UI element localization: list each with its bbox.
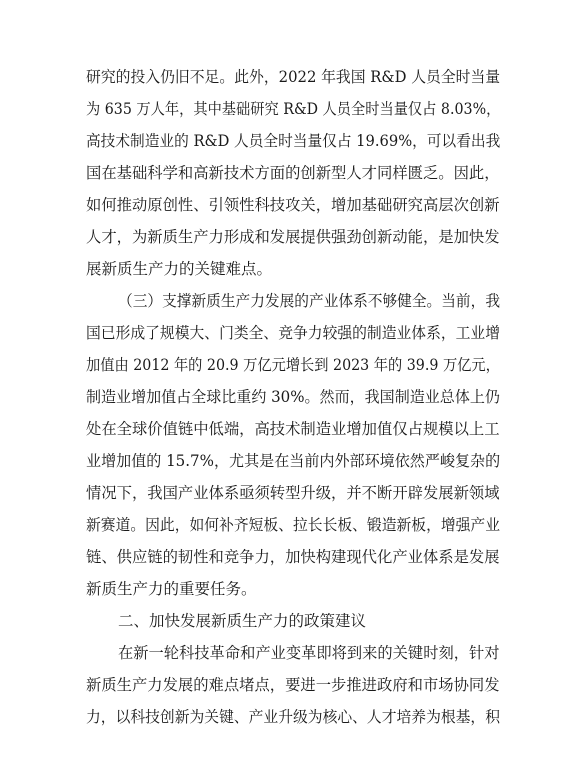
text-line: 制造业增加值占全球比重约 30%。然而，我国制造业总体上仍 (86, 388, 500, 406)
section-heading: 二、加快发展新质生产力的政策建议 (118, 612, 367, 630)
text-line: 高技术制造业的 R&D 人员全时当量仅占 19.69%，可以看出我 (86, 132, 501, 150)
text-line: 如何推动原创性、引领性科技攻关，增加基础研究高层次创新 (86, 196, 500, 214)
text-line: 新赛道。因此，如何补齐短板、拉长长板、锻造新板，增强产业 (86, 516, 501, 534)
text-line: 研究的投入仍旧不足。此外，2022 年我国 R&D 人员全时当量 (86, 68, 501, 86)
text-line: 新质生产力发展的难点堵点，要进一步推进政府和市场协同发 (86, 676, 500, 694)
text-line: 国在基础科学和高新技术方面的创新型人才同样匮乏。因此， (86, 164, 500, 182)
text-line: 处在全球价值链中低端，高技术制造业增加值仅占规模以上工 (86, 420, 500, 438)
text-line: 新质生产力的重要任务。 (86, 580, 257, 598)
text-line: 业增加值的 15.7%，尤其是在当前内外部环境依然严峻复杂的 (86, 452, 501, 470)
text-line: 加值由 2012 年的 20.9 万亿元增长到 2023 年的 39.9 万亿元， (86, 356, 500, 374)
text-line: 力，以科技创新为关键、产业升级为核心、人才培养为根基，积 (86, 708, 501, 726)
text-line: 为 635 万人年，其中基础研究 R&D 人员全时当量仅占 8.03%， (86, 100, 501, 118)
text-line: （三）支撑新质生产力发展的产业体系不够健全。当前，我 (118, 292, 501, 310)
text-line: 展新质生产力的关键难点。 (86, 260, 273, 278)
text-line: 人才，为新质生产力形成和发展提供强劲创新动能，是加快发 (86, 228, 500, 246)
text-line: 链、供应链的韧性和竞争力，加快构建现代化产业体系是发展 (86, 548, 500, 566)
text-line: 在新一轮科技革命和产业变革即将到来的关键时刻，针对 (118, 644, 500, 662)
text-line: 国已形成了规模大、门类全、竞争力较强的制造业体系，工业增 (86, 324, 501, 342)
text-line: 情况下，我国产业体系亟须转型升级，并不断开辟发展新领域 (86, 484, 500, 502)
